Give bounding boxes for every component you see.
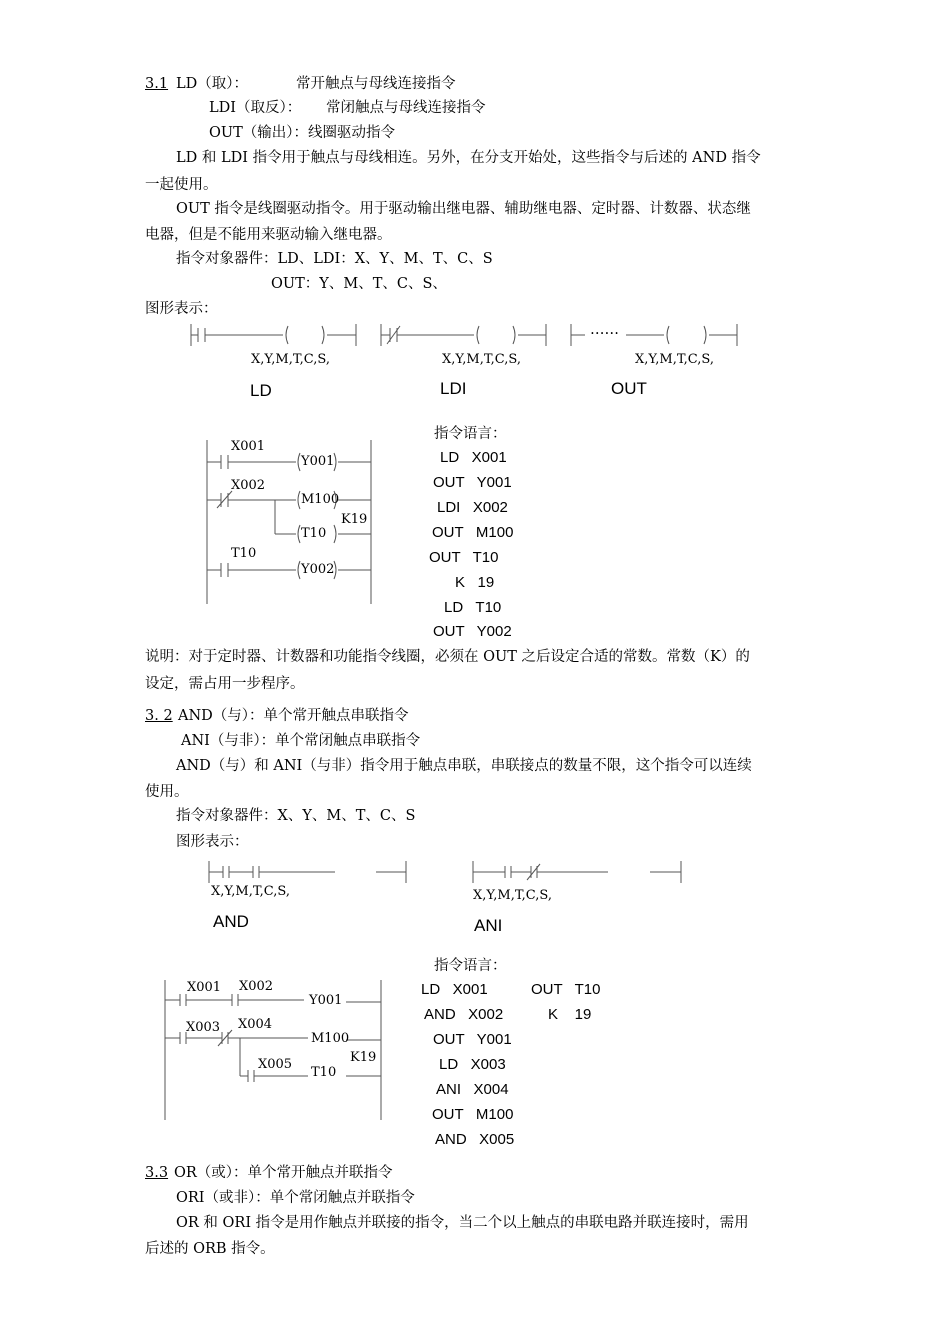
ladder2-x003-label: X003 [186, 1020, 221, 1035]
out-ellipsis: …… [590, 322, 619, 338]
ld-symbol-label: X,Y,M,T,C,S, [251, 352, 330, 367]
ladder2-x005-label: X005 [258, 1057, 293, 1072]
ladder1-t10-contact-label: T10 [231, 546, 257, 561]
and-symbol-label: X,Y,M,T,C,S, [211, 884, 290, 899]
program2-line: AND X002 [424, 1006, 504, 1023]
program2-line: LD X003 [439, 1056, 506, 1073]
program1-line: OUT Y001 [433, 474, 512, 491]
ladder2-t10-label: T10 [311, 1065, 337, 1080]
program1-line: OUT M100 [432, 524, 514, 541]
ld-description: 常开触点与母线连接指令 [296, 76, 456, 92]
section-number-3-2: 3. 2 [145, 708, 173, 724]
ladder1-m100-label: M100 [301, 492, 340, 507]
program2-line: OUT Y001 [433, 1031, 512, 1048]
paragraph-out-line2: 电器，但是不能用来驱动输入继电器。 [145, 227, 392, 243]
ld-contact-symbol [191, 324, 356, 346]
instruction-language-title-1: 指令语言： [434, 426, 507, 442]
ldi-contact-symbol [381, 324, 546, 346]
paragraph-or-line2: 后述的 ORB 指令。 [145, 1241, 275, 1257]
ldi-symbol-name: LDI [440, 379, 467, 398]
ldi-symbol-label: X,Y,M,T,C,S, [442, 352, 521, 367]
program2-right-line: K 19 [548, 1006, 592, 1023]
ladder2-m100-label: M100 [311, 1031, 350, 1046]
program1-line: OUT T10 [429, 549, 499, 566]
ladder2-x001-label: X001 [187, 980, 222, 995]
ladder1-k19-label: K19 [341, 512, 368, 527]
ladder2-x002-label: X002 [239, 979, 274, 994]
out-symbol-name: OUT [611, 379, 647, 398]
paragraph-ld-line1: LD 和 LDI 指令用于触点与母线相连。另外，在分支开始处，这些指令与后述的 AND 指令 [176, 150, 761, 166]
instruction-language-title-2: 指令语言： [434, 958, 507, 974]
program2-line: LD X001 [421, 981, 488, 998]
graphic-representation-label: 图形表示： [145, 301, 218, 317]
program1-line: LD T10 [444, 599, 502, 616]
ldi-description: 常闭触点与母线连接指令 [326, 100, 486, 116]
ori-heading: ORI（或非）：单个常闭触点并联指令 [176, 1190, 415, 1206]
paragraph-or-line1: OR 和 ORI 指令是用作触点并联接的指令，当二个以上触点的串联电路并联连接时，需用 [176, 1215, 749, 1231]
out-heading: OUT（输出）：线圈驱动指令 [209, 125, 396, 141]
paragraph-out-line1: OUT 指令是线圈驱动指令。用于驱动输出继电器、辅助继电器、定时器、计数器、状态继 [176, 201, 751, 217]
ladder2-x004-label: X004 [238, 1017, 273, 1032]
target-devices-out: OUT：Y、M、T、C、S、 [271, 276, 447, 292]
ldi-heading: LDI（取反）： [209, 100, 302, 116]
program2-line: AND X005 [435, 1131, 515, 1148]
out-symbol-label: X,Y,M,T,C,S, [635, 352, 714, 367]
program1-line: LD X001 [440, 449, 507, 466]
program2-line: ANI X004 [436, 1081, 509, 1098]
ld-symbol-name: LD [250, 381, 272, 400]
target-devices-and: 指令对象器件：X、Y、M、T、C、S [176, 808, 416, 824]
paragraph-and-line1: AND（与）和 ANI（与非）指令用于触点串联，串联接点的数量不限，这个指令可以连续 [176, 758, 752, 774]
ladder1-y001-label: Y001 [301, 454, 335, 469]
note-line1: 说明：对于定时器、计数器和功能指令线圈，必须在 OUT 之后设定合适的常数。常数（K）的 [145, 649, 750, 665]
program1-line: OUT Y002 [433, 623, 512, 640]
ani-heading: ANI（与非）：单个常闭触点串联指令 [181, 733, 421, 749]
ani-contact-symbol [473, 861, 681, 883]
or-heading: OR（或）：单个常开触点并联指令 [174, 1165, 393, 1181]
ld-heading: LD（取）： [176, 76, 249, 92]
target-devices-ld: 指令对象器件：LD、LDI：X、Y、M、T、C、S [176, 251, 493, 267]
section-number-3-3: 3.3 [145, 1165, 169, 1181]
paragraph-ld-line2: 一起使用。 [145, 177, 218, 193]
program1-line: LDI X002 [437, 499, 508, 516]
ladder1-y002-label: Y002 [301, 562, 335, 577]
program1-line: K 19 [455, 574, 495, 591]
and-contact-symbol [209, 861, 406, 883]
note-line2: 设定，需占用一步程序。 [145, 676, 305, 692]
paragraph-and-line2: 使用。 [145, 784, 189, 800]
and-symbol-name: AND [213, 912, 249, 931]
program2-line: OUT M100 [432, 1106, 514, 1123]
graphic-representation-label-2: 图形表示： [176, 834, 249, 850]
ani-symbol-name: ANI [474, 916, 503, 935]
and-heading: AND（与）：单个常开触点串联指令 [178, 708, 409, 724]
ladder2-y001-label: Y001 [309, 993, 343, 1008]
ladder2-k19-label: K19 [350, 1050, 377, 1065]
section-number-3-1: 3.1 [145, 76, 169, 92]
ladder1-x002-label: X002 [231, 478, 266, 493]
ladder-diagram-2 [165, 980, 381, 1120]
ani-symbol-label: X,Y,M,T,C,S, [473, 888, 552, 903]
ladder1-x001-label: X001 [231, 439, 266, 454]
ladder1-t10-coil-label: T10 [301, 526, 327, 541]
program2-right-line: OUT T10 [531, 981, 601, 998]
